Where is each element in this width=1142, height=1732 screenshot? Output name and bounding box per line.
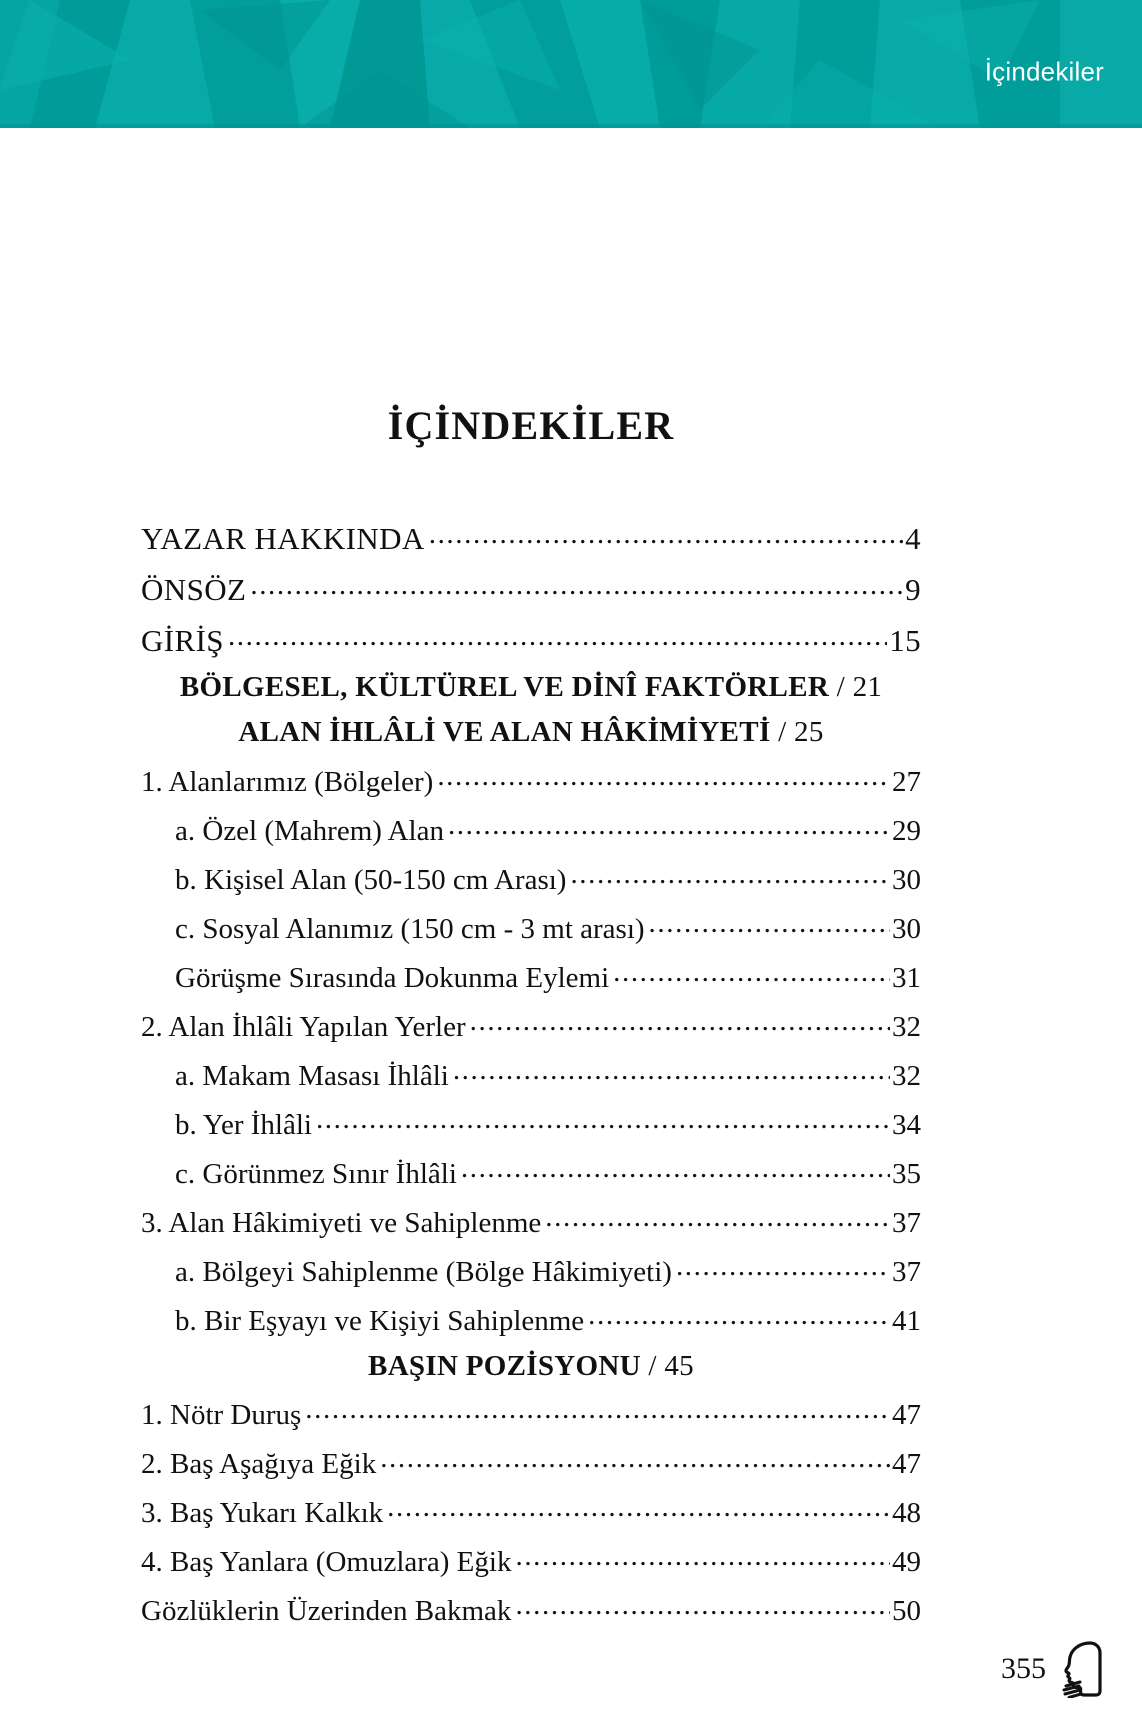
toc-entry-page: 47 bbox=[892, 1448, 921, 1481]
toc-entry-page: 48 bbox=[892, 1497, 921, 1530]
dot-leader bbox=[515, 1542, 890, 1571]
toc-entry-page: 49 bbox=[892, 1546, 921, 1579]
toc-entry-label: 3. Alan Hâkimiyeti ve Sahiplenme bbox=[141, 1206, 542, 1239]
toc-entry[interactable] bbox=[141, 1154, 921, 1189]
page-title: İÇİNDEKİLER bbox=[387, 403, 675, 448]
toc-entry[interactable] bbox=[141, 1444, 921, 1479]
toc-entry-label: 1. Nötr Duruş bbox=[141, 1399, 302, 1432]
toc-entry-page: 34 bbox=[892, 1108, 921, 1141]
header-polygon-pattern bbox=[0, 0, 1142, 128]
toc-entry[interactable] bbox=[141, 1395, 921, 1430]
toc-entry[interactable] bbox=[141, 1105, 921, 1140]
toc-entry-label: c. Sosyal Alanımız (150 cm - 3 mt arası) bbox=[175, 912, 645, 945]
dot-leader bbox=[429, 518, 903, 549]
head-profile-icon bbox=[1060, 1640, 1106, 1698]
dot-leader bbox=[305, 1395, 890, 1424]
dot-leader bbox=[316, 1105, 890, 1134]
toc-entry[interactable] bbox=[141, 1203, 921, 1238]
toc-entry[interactable] bbox=[141, 1301, 921, 1336]
toc-entry-page: 37 bbox=[892, 1206, 921, 1239]
toc-entry-page: 37 bbox=[892, 1255, 921, 1288]
toc-entry-label: 1. Alanlarımız (Bölgeler) bbox=[141, 765, 434, 798]
dot-leader bbox=[453, 1056, 890, 1085]
dot-leader bbox=[545, 1203, 890, 1232]
toc-entry-label: a. Makam Masası İhlâli bbox=[175, 1059, 449, 1092]
toc-entry-page: 50 bbox=[892, 1595, 921, 1628]
dot-leader bbox=[676, 1252, 890, 1281]
running-head: İçindekiler bbox=[984, 56, 1104, 87]
toc-entry[interactable] bbox=[141, 1252, 921, 1287]
toc-section-page: 45 bbox=[664, 1349, 694, 1382]
toc-section-label: BAŞIN POZİSYONU bbox=[368, 1349, 641, 1382]
dot-leader bbox=[470, 1007, 890, 1036]
toc-entry[interactable] bbox=[141, 909, 921, 944]
toc-entry-page: 35 bbox=[892, 1157, 921, 1190]
toc-list bbox=[141, 518, 921, 1626]
toc-section-label: ALAN İHLÂLİ VE ALAN HÂKİMİYETİ bbox=[238, 716, 771, 749]
toc-entry[interactable] bbox=[141, 1542, 921, 1577]
toc-entry[interactable] bbox=[141, 620, 921, 656]
dot-leader bbox=[250, 569, 903, 600]
toc-entry-page: 30 bbox=[892, 863, 921, 896]
toc-entry-page: 32 bbox=[892, 1010, 921, 1043]
toc-entry-page: 27 bbox=[892, 765, 921, 798]
toc-entry-label: b. Yer İhlâli bbox=[175, 1108, 312, 1141]
toc-entry[interactable] bbox=[141, 518, 921, 554]
toc-entry[interactable] bbox=[141, 1056, 921, 1091]
toc-entry-page: 31 bbox=[892, 961, 921, 994]
toc-entry-label: 4. Baş Yanlara (Omuzlara) Eğik bbox=[141, 1546, 512, 1579]
dot-leader bbox=[448, 811, 890, 840]
toc-section-heading bbox=[141, 1350, 921, 1383]
toc-entry-page: 15 bbox=[889, 623, 921, 658]
folio-number: 355 bbox=[1001, 1652, 1046, 1685]
dot-leader bbox=[380, 1444, 890, 1473]
toc-entry-label: c. Görünmez Sınır İhlâli bbox=[175, 1157, 457, 1190]
toc-section-heading bbox=[141, 716, 921, 749]
toc-entry-label: a. Özel (Mahrem) Alan bbox=[175, 814, 444, 847]
dot-leader bbox=[387, 1493, 890, 1522]
toc-entry-page: 32 bbox=[892, 1059, 921, 1092]
dot-leader bbox=[437, 762, 890, 791]
toc-entry-label: Gözlüklerin Üzerinden Bakmak bbox=[141, 1595, 512, 1628]
toc-entry-page: 4 bbox=[905, 521, 921, 556]
toc-entry-label: a. Bölgeyi Sahiplenme (Bölge Hâkimiyeti) bbox=[175, 1255, 672, 1288]
toc-section-page: 21 bbox=[852, 671, 883, 703]
toc-entry-page: 41 bbox=[892, 1304, 921, 1337]
toc-entry-label: b. Kişisel Alan (50-150 cm Arası) bbox=[175, 863, 567, 896]
toc-entry-label: 2. Baş Aşağıya Eğik bbox=[141, 1448, 377, 1481]
dot-leader bbox=[649, 909, 890, 938]
toc-section-heading bbox=[141, 671, 921, 704]
toc-entry-label: GİRİŞ bbox=[141, 623, 224, 658]
toc-entry[interactable] bbox=[141, 569, 921, 605]
toc-entry[interactable] bbox=[141, 860, 921, 895]
toc-entry[interactable] bbox=[141, 1007, 921, 1042]
dot-leader bbox=[588, 1301, 890, 1330]
toc-entry-page: 30 bbox=[892, 912, 921, 945]
dot-leader bbox=[570, 860, 890, 889]
dot-leader bbox=[515, 1591, 890, 1620]
toc-section-separator: / bbox=[770, 716, 795, 749]
toc-content bbox=[141, 404, 921, 1640]
page-footer bbox=[1001, 1640, 1106, 1698]
toc-entry-label: YAZAR HAKKINDA bbox=[141, 521, 425, 556]
dot-leader bbox=[228, 620, 887, 651]
toc-entry-label: 2. Alan İhlâli Yapılan Yerler bbox=[141, 1010, 466, 1043]
publisher-head-logo bbox=[1060, 1640, 1106, 1698]
toc-entry-label: ÖNSÖZ bbox=[141, 572, 247, 607]
toc-entry-label: b. Bir Eşyayı ve Kişiyi Sahiplenme bbox=[175, 1304, 585, 1337]
toc-entry[interactable] bbox=[141, 958, 921, 993]
dot-leader bbox=[461, 1154, 890, 1183]
toc-section-page: 25 bbox=[794, 716, 824, 749]
toc-section-separator: / bbox=[640, 1349, 665, 1382]
toc-entry[interactable] bbox=[141, 1493, 921, 1528]
toc-entry-label: 3. Baş Yukarı Kalkık bbox=[141, 1497, 384, 1530]
toc-section-label: BÖLGESEL, KÜLTÜREL VE DİNÎ FAKTÖRLER bbox=[179, 671, 830, 703]
toc-entry-page: 29 bbox=[892, 814, 921, 847]
toc-entry[interactable] bbox=[141, 1591, 921, 1626]
toc-entry-page: 9 bbox=[905, 572, 921, 607]
dot-leader bbox=[613, 958, 890, 987]
toc-entry-page: 47 bbox=[892, 1399, 921, 1432]
header-banner bbox=[0, 0, 1142, 128]
toc-entry[interactable] bbox=[141, 811, 921, 846]
toc-entry[interactable] bbox=[141, 762, 921, 797]
toc-section-separator: / bbox=[829, 671, 853, 703]
toc-entry-label: Görüşme Sırasında Dokunma Eylemi bbox=[175, 961, 610, 994]
